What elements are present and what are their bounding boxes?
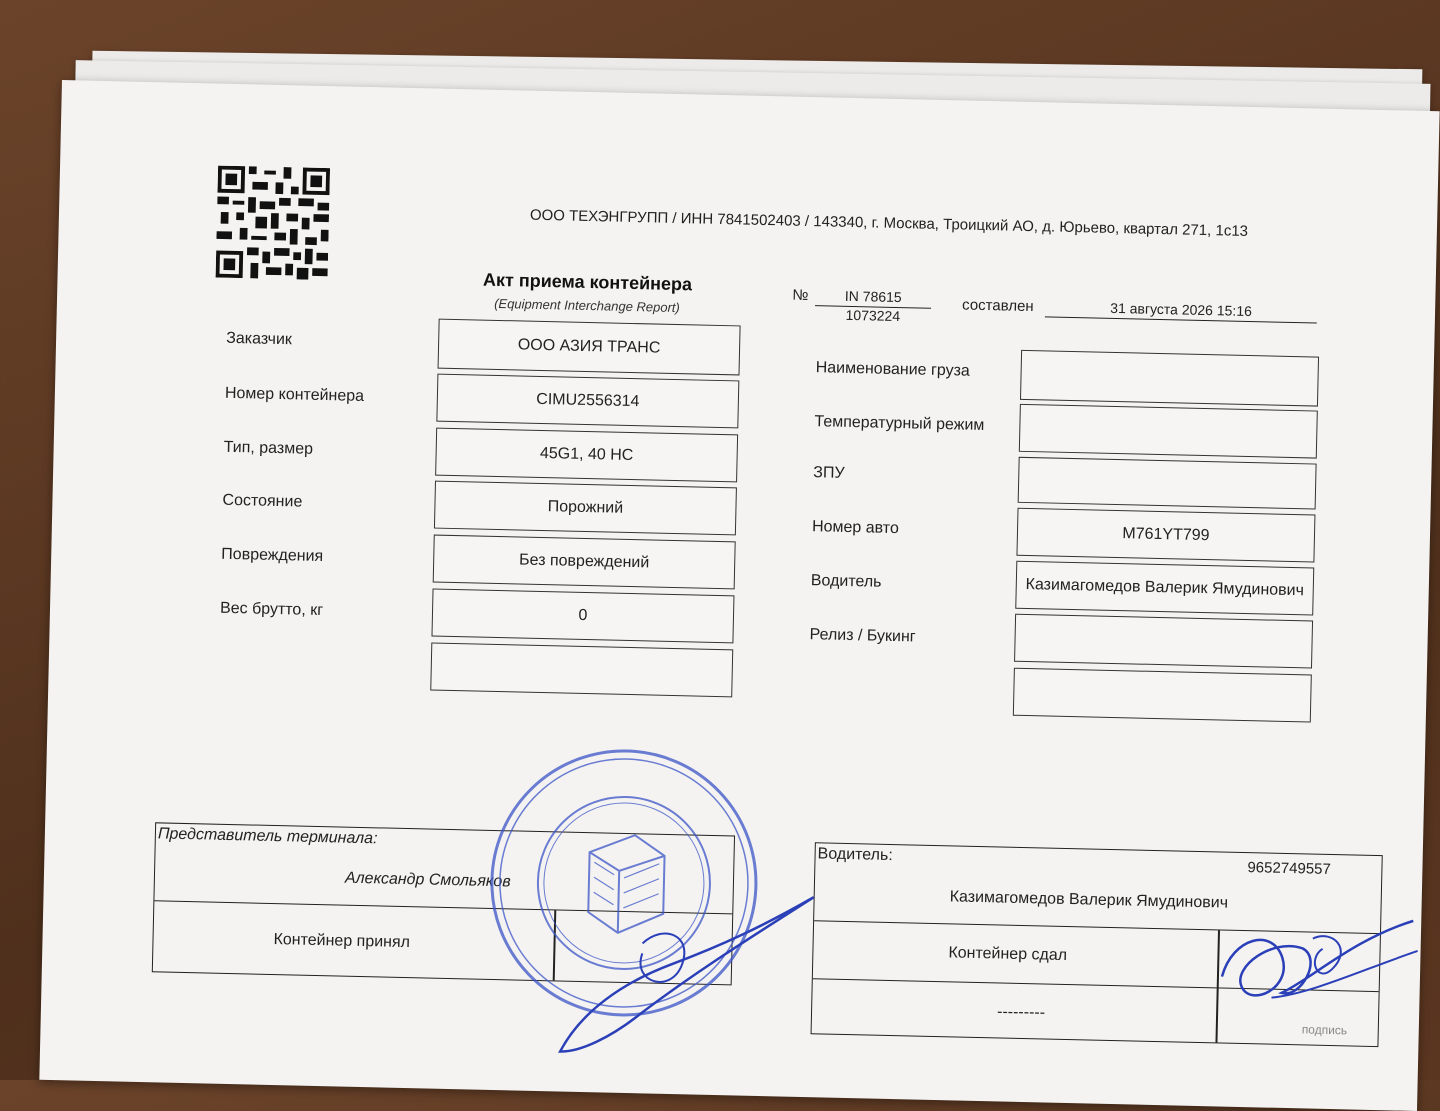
customer-field: ООО АЗИЯ ТРАНС (438, 319, 741, 376)
damage-label: Повреждения (221, 545, 324, 566)
driver-phone: 9652749557 (1247, 859, 1332, 878)
signature-hint: подпись (1301, 1022, 1348, 1038)
driver-full-name: Казимагомедов Валерик Ямудинович (949, 888, 1229, 912)
vehicle-number-label: Номер авто (811, 518, 900, 538)
temperature-field (1019, 404, 1318, 459)
document-number (815, 287, 932, 325)
damage-field: Без повреждений (433, 535, 736, 590)
driver-caption: Водитель: (817, 845, 893, 865)
seal-field (1018, 457, 1317, 510)
terminal-caption: Представитель терминала: (157, 825, 378, 848)
terminal-representative-name: Александр Смольяков (344, 869, 511, 891)
number-line-2: 1073224 (845, 306, 901, 325)
container-number-label: Номер контейнера (224, 384, 365, 405)
customer-label: Заказчик (225, 329, 293, 349)
terminal-action: Контейнер принял (273, 931, 411, 952)
seal-label: ЗПУ (813, 464, 845, 482)
type-size-field: 45G1, 40 HC (435, 428, 738, 483)
gross-weight-label: Вес брутто, кг (219, 599, 324, 620)
release-booking-label: Релиз / Букинг (809, 626, 916, 646)
extra-left-field (430, 643, 733, 698)
qr-code-icon (216, 166, 331, 281)
round-stamp-icon (481, 740, 767, 1026)
compiled-label: составлен (961, 296, 1034, 316)
cargo-name-field (1020, 350, 1319, 407)
type-size-label: Тип, размер (223, 438, 314, 458)
release-booking-field (1014, 614, 1313, 669)
vehicle-number-field: M761YT799 (1016, 508, 1315, 563)
container-number-field: CIMU2556314 (436, 374, 739, 429)
driver-action-row (813, 921, 1380, 992)
temperature-label: Температурный режим (814, 413, 985, 435)
condition-field: Порожний (434, 481, 737, 536)
compiled-date: 31 августа 2026 15:16 (1045, 298, 1317, 323)
cargo-name-label: Наименование груза (815, 359, 970, 380)
driver-label: Водитель (810, 572, 882, 591)
driver-dashes: --------- (996, 1003, 1046, 1022)
driver-name-row (814, 843, 1382, 934)
driver-signature-table (811, 842, 1383, 1047)
document-title: Акт приема контейнера (482, 269, 693, 295)
company-line: ООО ТЕХЭНГРУПП / ИНН 7841502403 / 143340, г. Москва, Троицкий АО, д. Юрьево, квартал 271, 1с13 (529, 206, 1249, 240)
condition-label: Состояние (222, 491, 303, 511)
document-sheet (39, 80, 1439, 1111)
driver-action: Контейнер сдал (948, 944, 1068, 965)
extra-right-field (1013, 668, 1312, 723)
gross-weight-field: 0 (431, 589, 734, 644)
document-subtitle: (Equipment Interchange Report) (494, 295, 681, 316)
driver-field: Казимагомедов Валерик Ямудинович (1015, 561, 1314, 616)
number-label: № (792, 286, 809, 304)
number-line-1: IN 78615 (815, 287, 931, 309)
